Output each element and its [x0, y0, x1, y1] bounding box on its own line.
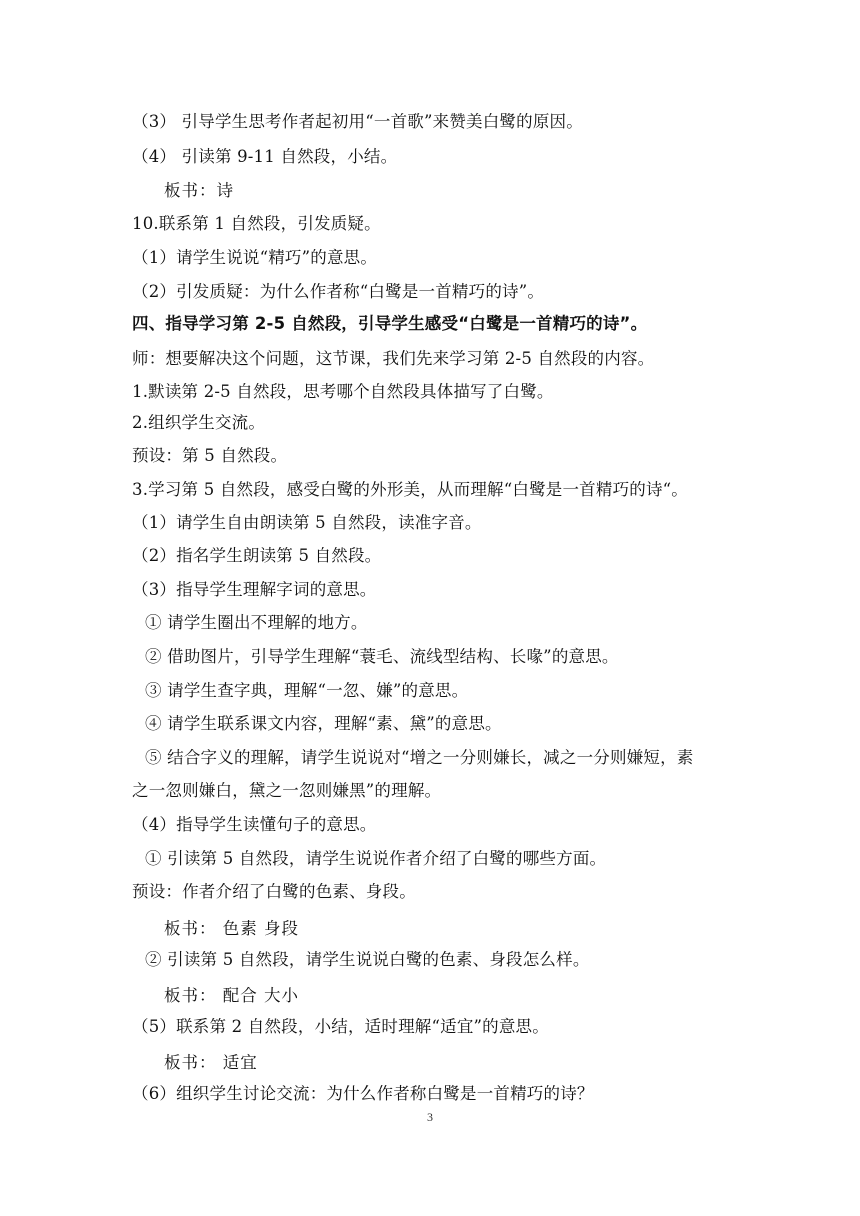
text-line-circled-5: ⑤ 结合字义的理解，请学生说说对“增之一分则嫌长，减之一分则嫌短，素	[145, 748, 694, 767]
text-line-circled-1b: ① 引读第 5 自然段，请学生说说作者介绍了白鹭的哪些方面。	[145, 849, 607, 868]
text-line-circled-1: ① 请学生圈出不理解的地方。	[145, 613, 368, 632]
text-line-circled-5-cont: 之一忽则嫌白，黛之一忽则嫌黑”的理解。	[132, 781, 442, 800]
board-note-suitable: 板书： 适宜	[164, 1053, 258, 1072]
text-line-sub-3-2: （2）指名学生朗读第 5 自然段。	[132, 546, 382, 565]
text-line-circled-2: ② 借助图片，引导学生理解“蓑毛、流线型结构、长喙”的意思。	[145, 647, 619, 666]
board-note-color-shape: 板书： 色素 身段	[164, 919, 299, 938]
board-note-match-size: 板书： 配合 大小	[164, 986, 299, 1005]
text-line-sub-1: （1）请学生说说“精巧”的意思。	[132, 248, 378, 267]
page-number: 3	[427, 1110, 433, 1124]
text-line-preset-1: 预设：第 5 自然段。	[132, 446, 288, 465]
text-line-circled-3: ③ 请学生查字典，理解“一忽、嫌”的意思。	[145, 681, 469, 700]
text-line-sub-2: （2）引发质疑：为什么作者称“白鹭是一首精巧的诗”。	[132, 282, 545, 301]
text-line-circled-4: ④ 请学生联系课文内容，理解“素、黛”的意思。	[145, 714, 502, 733]
text-line-item-2: 2.组织学生交流。	[132, 413, 266, 432]
text-line-step-3: （3） 引导学生思考作者起初用“一首歌”来赞美白鹭的原因。	[132, 112, 583, 131]
text-line-teacher: 师：想要解决这个问题，这节课，我们先来学习第 2-5 自然段的内容。	[132, 349, 655, 368]
text-line-item-3: 3.学习第 5 自然段，感受白鹭的外形美，从而理解“白鹭是一首精巧的诗“。	[132, 480, 689, 499]
text-line-sub-3-4: （4）指导学生读懂句子的意思。	[132, 815, 377, 834]
board-note-poem: 板书：诗	[164, 181, 234, 200]
text-line-step-4: （4） 引读第 9-11 自然段，小结。	[132, 147, 398, 166]
text-line-sub-3-5: （5）联系第 2 自然段，小结，适时理解“适宜”的意思。	[132, 1017, 549, 1036]
section-heading-four: 四、指导学习第 2-5 自然段，引导学生感受“白鹭是一首精巧的诗”。	[132, 314, 648, 333]
text-line-preset-2: 预设：作者介绍了白鹭的色素、身段。	[132, 882, 416, 901]
text-line-sub-3-3: （3）指导学生理解字词的意思。	[132, 580, 377, 599]
text-line-sub-3-1: （1）请学生自由朗读第 5 自然段，读准字音。	[132, 513, 482, 532]
text-line-item-10: 10.联系第 1 自然段，引发质疑。	[132, 214, 381, 233]
text-line-sub-3-6: （6）组织学生讨论交流：为什么作者称白鹭是一首精巧的诗？	[132, 1084, 594, 1103]
text-line-item-1: 1.默读第 2-5 自然段，思考哪个自然段具体描写了白鹭。	[132, 382, 554, 401]
text-line-circled-2b: ② 引读第 5 自然段，请学生说说白鹭的色素、身段怎么样。	[145, 950, 590, 969]
